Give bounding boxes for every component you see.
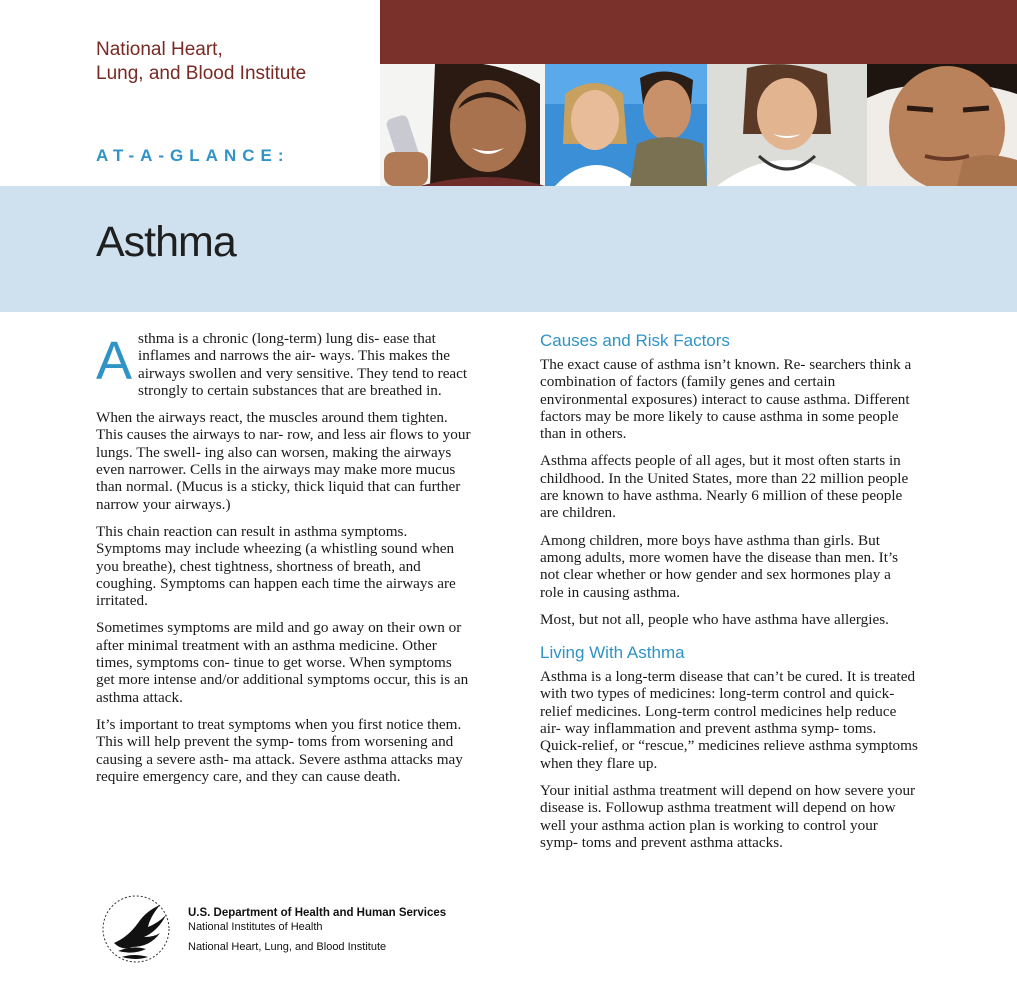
photo-strip xyxy=(380,64,1017,186)
footer-dept: U.S. Department of Health and Human Services xyxy=(188,907,447,919)
header-color-bar xyxy=(380,0,1017,64)
living-paragraph-1: Asthma is a long-term disease that can’t be cured. It is treated with two types of medicines: long-term control and quick-relief medicines. Long-term control medicines help reduce air- way inflammation and prevent asthma symp- toms. Quick-relief, or “rescue,” medicines relieve asthma symptoms when they flare up. xyxy=(540,668,918,772)
intro-paragraph-4: Sometimes symptoms are mild and go away on their own or after minimal treatment with an asthma medicine. Other times, symptoms con- tinue to get worse. When symptoms get more intense and/or additional symptoms occur, this is an asthma attack. xyxy=(96,619,469,706)
causes-paragraph-2: Asthma affects people of all ages, but it most often starts in childhood. In the United States, more than 22 million people are known to have asthma. Nearly 6 million of these people are children. xyxy=(540,452,909,522)
living-paragraph-2: Your initial asthma treatment will depend on how severe your disease is. Followup asthma treatment will depend on how well your asthma action plan is working to control your symp- toms and prevent asthma attacks. xyxy=(540,781,916,851)
photo-woman-with-inhaler xyxy=(380,64,545,186)
right-column xyxy=(540,330,918,861)
intro-paragraph-5: It’s important to treat symptoms when you first notice them. This will help prevent the symp- toms from worsening and causing a severe asth- ma attack. Severe asthma attacks may require emergency care, and they can cause death. xyxy=(96,715,463,785)
intro-paragraph-2: When the airways react, the muscles around them tighten. This causes the airways to nar- row, and less air flows to your lungs. The swell- ing also can worsen, making the airways even narrower. Cells in the airways may make more mucus than normal. (Mucus is a sticky, thick liquid that can further narrow your airways.) xyxy=(96,409,471,513)
intro-paragraph-1-text: sthma is a chronic (long-term) lung dis- ease that inflames and narrows the air- ways. This makes the airways swollen and very sensitive. They tend to react strongly to certain substances that are breathed in. xyxy=(138,330,468,399)
page-title: Asthma xyxy=(96,218,236,266)
hhs-eagle-logo-icon xyxy=(98,893,178,965)
footer-nih: National Institutes of Health xyxy=(188,921,323,933)
intro-paragraph-3: This chain reaction can result in asthma symptoms. Symptoms may include wheezing (a whistling sound when you breathe), chest tightness, shortness of breath, and coughing. Symptoms can happen each time the airways are irritated. xyxy=(96,522,456,610)
footer-agency-text xyxy=(188,906,446,954)
causes-paragraph-3: Among children, more boys have asthma than girls. But among adults, more women have the disease than men. It’s not clear whether or how gender and sex hormones play a role in causing asthma. xyxy=(540,531,899,601)
left-column xyxy=(96,330,474,795)
org-name xyxy=(96,38,366,86)
living-heading: Living With Asthma xyxy=(540,643,685,663)
photo-smiling-woman xyxy=(707,64,867,186)
drop-cap: A xyxy=(96,331,133,391)
org-name-line2: Lung, and Blood Institute xyxy=(96,63,307,84)
causes-paragraph-1: The exact cause of asthma isn’t known. Re- searchers think a combination of factors (family genes and certain environmental exposures) interact to cause asthma. Different factors may be more likely to cause asthma in some people than in others. xyxy=(540,356,912,443)
causes-heading: Causes and Risk Factors xyxy=(540,331,730,350)
intro-paragraph-1 xyxy=(96,330,474,399)
org-name-line1: National Heart, xyxy=(96,39,223,60)
photo-young-couple xyxy=(545,64,707,186)
title-band xyxy=(0,186,1017,312)
photo-man-thinking xyxy=(867,64,1017,186)
causes-paragraph-4: Most, but not all, people who have asthma have allergies. xyxy=(540,610,889,628)
at-a-glance-label: AT-A-GLANCE: xyxy=(96,146,290,165)
footer-nhlbi: National Heart, Lung, and Blood Institute xyxy=(188,941,387,953)
